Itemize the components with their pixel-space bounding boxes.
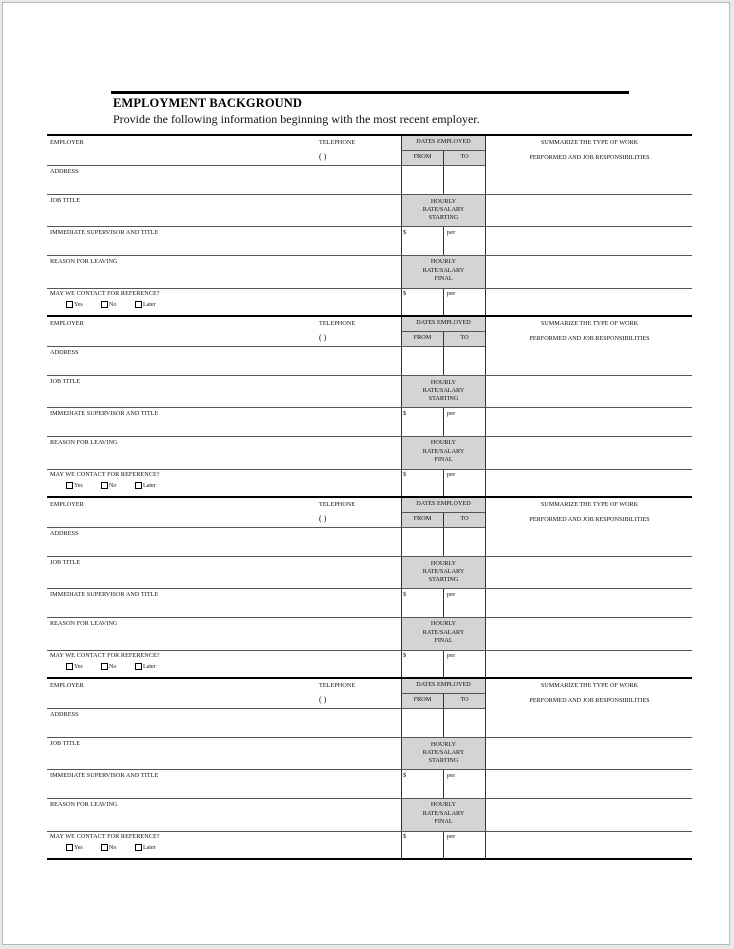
checkbox-icon (66, 301, 73, 308)
supervisor-label: IMMEDIATE SUPERVISOR AND TITLE (50, 772, 159, 779)
hourly-label: HOURLY (430, 439, 457, 446)
checkbox-icon (101, 663, 108, 670)
telephone-label: TELEPHONE (319, 139, 356, 146)
summarize-heading: SUMMARIZE THE TYPE OF WORK (540, 501, 639, 508)
form-page (2, 2, 730, 945)
row-rule (47, 407, 692, 408)
from-label: FROM (413, 334, 432, 341)
final-per: per (447, 471, 456, 478)
address-label: ADDRESS (50, 711, 79, 718)
employer-section-3 (47, 496, 692, 677)
row-rule (401, 165, 485, 166)
starting-label: STARTING (428, 214, 459, 221)
telephone-label: TELEPHONE (319, 682, 356, 689)
final-label: FINAL (434, 275, 453, 282)
from-label: FROM (413, 153, 432, 160)
hourly-label: HOURLY (430, 801, 457, 808)
checkbox-label: Yes (74, 844, 83, 851)
starting-dollar: $ (403, 772, 407, 779)
job-title-label: JOB TITLE (50, 740, 81, 747)
hourly-label: HOURLY (430, 379, 457, 386)
column-divider (443, 693, 444, 860)
column-divider (443, 150, 444, 317)
checkbox-icon (66, 482, 73, 489)
employer-label: EMPLOYER (50, 682, 84, 689)
checkbox-label: No (109, 844, 117, 851)
row-rule (47, 436, 692, 437)
row-rule (47, 588, 692, 589)
checkbox-icon (66, 663, 73, 670)
telephone-area-code[interactable]: ( ) (319, 514, 327, 523)
checkbox-label: No (109, 301, 117, 308)
final-dollar: $ (403, 833, 407, 840)
page-title: EMPLOYMENT BACKGROUND (113, 96, 303, 110)
summarize-subheading: PERFORMED AND JOB RESPONSIBILITIES (529, 154, 650, 161)
row-rule (47, 650, 692, 651)
row-rule (47, 798, 692, 799)
employer-label: EMPLOYER (50, 320, 84, 327)
dates-employed-label: DATES EMPLOYED (416, 500, 471, 507)
to-label: TO (460, 696, 469, 703)
checkbox-icon (135, 844, 142, 851)
summarize-subheading: PERFORMED AND JOB RESPONSIBILITIES (529, 335, 650, 342)
row-rule (47, 737, 692, 738)
telephone-area-code[interactable]: ( ) (319, 152, 327, 161)
summarize-subheading: PERFORMED AND JOB RESPONSIBILITIES (529, 697, 650, 704)
contact-yes-checkbox[interactable] (66, 844, 83, 851)
job-title-label: JOB TITLE (50, 378, 81, 385)
final-dollar: $ (403, 652, 407, 659)
row-rule (47, 617, 692, 618)
to-label: TO (460, 515, 469, 522)
checkbox-icon (101, 482, 108, 489)
row-rule (47, 831, 692, 832)
hourly-label: HOURLY (430, 198, 457, 205)
final-dollar: $ (403, 290, 407, 297)
row-rule (47, 375, 692, 376)
supervisor-label: IMMEDIATE SUPERVISOR AND TITLE (50, 591, 159, 598)
checkbox-icon (135, 482, 142, 489)
row-rule (47, 769, 692, 770)
hourly-label: HOURLY (430, 741, 457, 748)
employer-label: EMPLOYER (50, 501, 84, 508)
contact-later-checkbox[interactable] (135, 482, 156, 489)
row-rule (47, 708, 401, 709)
rate-salary-label: RATE/SALARY (422, 568, 465, 575)
row-rule (47, 194, 692, 195)
starting-label: STARTING (428, 757, 459, 764)
checkbox-label: Yes (74, 663, 83, 670)
address-label: ADDRESS (50, 530, 79, 537)
final-dollar: $ (403, 471, 407, 478)
row-rule (47, 346, 401, 347)
reason-for-leaving-label: REASON FOR LEAVING (50, 439, 118, 446)
address-label: ADDRESS (50, 168, 79, 175)
row-rule (47, 226, 692, 227)
header-rule (111, 91, 629, 94)
row-rule (47, 527, 401, 528)
starting-per: per (447, 591, 456, 598)
row-rule (47, 288, 692, 289)
contact-reference-label: MAY WE CONTACT FOR REFERENCE? (50, 471, 160, 478)
contact-later-checkbox[interactable] (135, 301, 156, 308)
telephone-label: TELEPHONE (319, 320, 356, 327)
column-divider (443, 512, 444, 679)
contact-later-checkbox[interactable] (135, 844, 156, 851)
telephone-label: TELEPHONE (319, 501, 356, 508)
checkbox-label: Later (143, 482, 156, 489)
dates-employed-label: DATES EMPLOYED (416, 319, 471, 326)
contact-yes-checkbox[interactable] (66, 301, 83, 308)
starting-label: STARTING (428, 395, 459, 402)
starting-label: STARTING (428, 576, 459, 583)
checkbox-icon (135, 301, 142, 308)
to-label: TO (460, 153, 469, 160)
supervisor-label: IMMEDIATE SUPERVISOR AND TITLE (50, 410, 159, 417)
row-rule (47, 556, 692, 557)
page-instructions: Provide the following information beginning with the most recent employer. (113, 112, 480, 126)
checkbox-label: Later (143, 663, 156, 670)
final-label: FINAL (434, 637, 453, 644)
column-divider (443, 331, 444, 498)
rate-salary-label: RATE/SALARY (422, 810, 465, 817)
summarize-heading: SUMMARIZE THE TYPE OF WORK (540, 682, 639, 689)
row-rule (47, 469, 692, 470)
rate-salary-label: RATE/SALARY (422, 448, 465, 455)
to-label: TO (460, 334, 469, 341)
summarize-heading: SUMMARIZE THE TYPE OF WORK (540, 320, 639, 327)
row-rule (47, 165, 401, 166)
contact-reference-label: MAY WE CONTACT FOR REFERENCE? (50, 833, 160, 840)
checkbox-label: No (109, 482, 117, 489)
contact-yes-checkbox[interactable] (66, 482, 83, 489)
checkbox-label: Yes (74, 482, 83, 489)
rate-salary-label: RATE/SALARY (422, 206, 465, 213)
contact-later-checkbox[interactable] (135, 663, 156, 670)
reason-for-leaving-label: REASON FOR LEAVING (50, 620, 118, 627)
contact-no-checkbox[interactable] (101, 663, 116, 670)
checkbox-label: No (109, 663, 117, 670)
row-rule (401, 346, 485, 347)
checkbox-icon (101, 844, 108, 851)
summarize-subheading: PERFORMED AND JOB RESPONSIBILITIES (529, 516, 650, 523)
starting-per: per (447, 772, 456, 779)
checkbox-icon (101, 301, 108, 308)
hourly-label: HOURLY (430, 620, 457, 627)
final-per: per (447, 833, 456, 840)
dates-employed-label: DATES EMPLOYED (416, 681, 471, 688)
job-title-label: JOB TITLE (50, 197, 81, 204)
from-label: FROM (413, 515, 432, 522)
final-per: per (447, 652, 456, 659)
contact-yes-checkbox[interactable] (66, 663, 83, 670)
telephone-area-code[interactable]: ( ) (319, 333, 327, 342)
from-label: FROM (413, 696, 432, 703)
final-label: FINAL (434, 456, 453, 463)
contact-no-checkbox[interactable] (101, 844, 116, 851)
address-label: ADDRESS (50, 349, 79, 356)
rate-salary-label: RATE/SALARY (422, 387, 465, 394)
final-per: per (447, 290, 456, 297)
final-label: FINAL (434, 818, 453, 825)
employer-label: EMPLOYER (50, 139, 84, 146)
starting-dollar: $ (403, 591, 407, 598)
contact-reference-label: MAY WE CONTACT FOR REFERENCE? (50, 652, 160, 659)
telephone-area-code[interactable]: ( ) (319, 695, 327, 704)
reason-for-leaving-label: REASON FOR LEAVING (50, 258, 118, 265)
row-rule (401, 708, 485, 709)
starting-per: per (447, 229, 456, 236)
rate-salary-label: RATE/SALARY (422, 629, 465, 636)
reason-for-leaving-label: REASON FOR LEAVING (50, 801, 118, 808)
hourly-label: HOURLY (430, 560, 457, 567)
employer-section-4 (47, 677, 692, 860)
summarize-heading: SUMMARIZE THE TYPE OF WORK (540, 139, 639, 146)
checkbox-icon (66, 844, 73, 851)
starting-per: per (447, 410, 456, 417)
row-rule (47, 255, 692, 256)
employer-section-1 (47, 134, 692, 315)
starting-dollar: $ (403, 410, 407, 417)
employment-form (47, 134, 692, 860)
contact-reference-label: MAY WE CONTACT FOR REFERENCE? (50, 290, 160, 297)
rate-salary-label: RATE/SALARY (422, 749, 465, 756)
employer-section-2 (47, 315, 692, 496)
checkbox-label: Later (143, 844, 156, 851)
contact-no-checkbox[interactable] (101, 301, 116, 308)
checkbox-label: Yes (74, 301, 83, 308)
contact-no-checkbox[interactable] (101, 482, 116, 489)
rate-salary-label: RATE/SALARY (422, 267, 465, 274)
row-rule (401, 527, 485, 528)
checkbox-icon (135, 663, 142, 670)
starting-dollar: $ (403, 229, 407, 236)
dates-employed-label: DATES EMPLOYED (416, 138, 471, 145)
supervisor-label: IMMEDIATE SUPERVISOR AND TITLE (50, 229, 159, 236)
job-title-label: JOB TITLE (50, 559, 81, 566)
hourly-label: HOURLY (430, 258, 457, 265)
checkbox-label: Later (143, 301, 156, 308)
